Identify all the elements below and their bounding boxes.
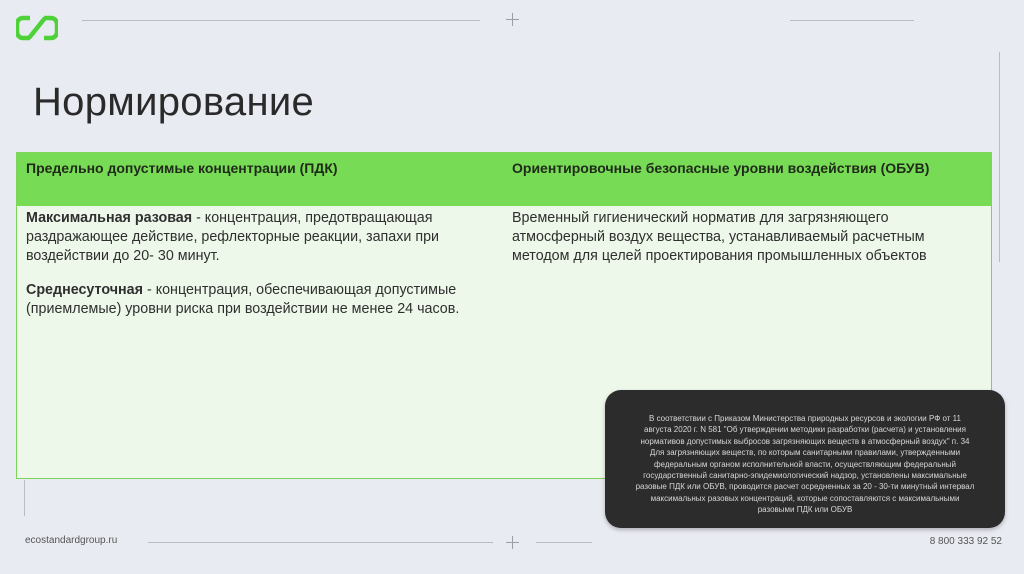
cell-obuv	[512, 209, 962, 281]
max-single-term: Максимальная разовая	[26, 210, 193, 226]
footer-site[interactable]: ecostandardgroup.ru	[25, 535, 118, 546]
footer-phone: 8 800 333 92 52	[929, 536, 1002, 547]
top-plus-icon	[506, 13, 519, 26]
brand-logo-icon	[16, 14, 58, 42]
obuv-definition: Временный гигиенический норматив для загрязняющего атмосферный воздух вещества, устанавливаемый расчетным методом для целей проектирования промышленных объектов	[512, 210, 927, 264]
header-obuv: Ориентировочные безопасные уровни воздействия (ОБУВ)	[512, 160, 930, 176]
left-edge-line	[24, 480, 25, 516]
bottom-divider-left	[148, 542, 493, 543]
bottom-divider-right	[536, 542, 592, 543]
max-single-paragraph	[26, 209, 491, 266]
header-pdk: Предельно допустимые концентрации (ПДК)	[26, 160, 338, 176]
right-edge-line	[999, 52, 1000, 262]
daily-avg-paragraph	[26, 281, 491, 319]
legal-note-box	[605, 390, 1005, 528]
cell-pdk	[26, 209, 491, 334]
top-divider-left	[82, 20, 480, 21]
daily-avg-term: Среднесуточная	[26, 282, 143, 298]
daily-avg-text: - концентрация, обеспечивающая допустимые (приемлемые) уровни риска при воздействии не менее 24 часов.	[26, 282, 460, 317]
top-divider-right	[790, 20, 914, 21]
page-title: Нормирование	[33, 80, 315, 124]
table-header-row	[17, 153, 991, 206]
max-single-text: - концентрация, предотвращающая раздражающее действие, рефлекторные реакции, запахи при воздействии до 20- 30 минут.	[26, 210, 440, 264]
legal-note-text: В соответствии с Приказом Министерства природных ресурсов и экологии РФ от 11 августа 2020 г. N 581 "Об утверждении методики разработки (расчета) и установления нормативов допустимых выбросов загрязняющих веществ в атмосферный воздух" п. 34 Для загрязняющих веществ, по которым санитарными правилами, утвержденными федеральным органом исполнительной власти, осуществляющим федеральный государственный санитарно-эпидемиологический надзор, установлены максимальные разовые ПДК или ОБУВ, проводится расчет осредненных за 20 - 30-ти минутный интервал максимальных разовых концентраций, которые сопоставляются с максимальными разовыми ПДК или ОБУВ	[635, 414, 975, 515]
bottom-plus-icon	[506, 536, 519, 549]
